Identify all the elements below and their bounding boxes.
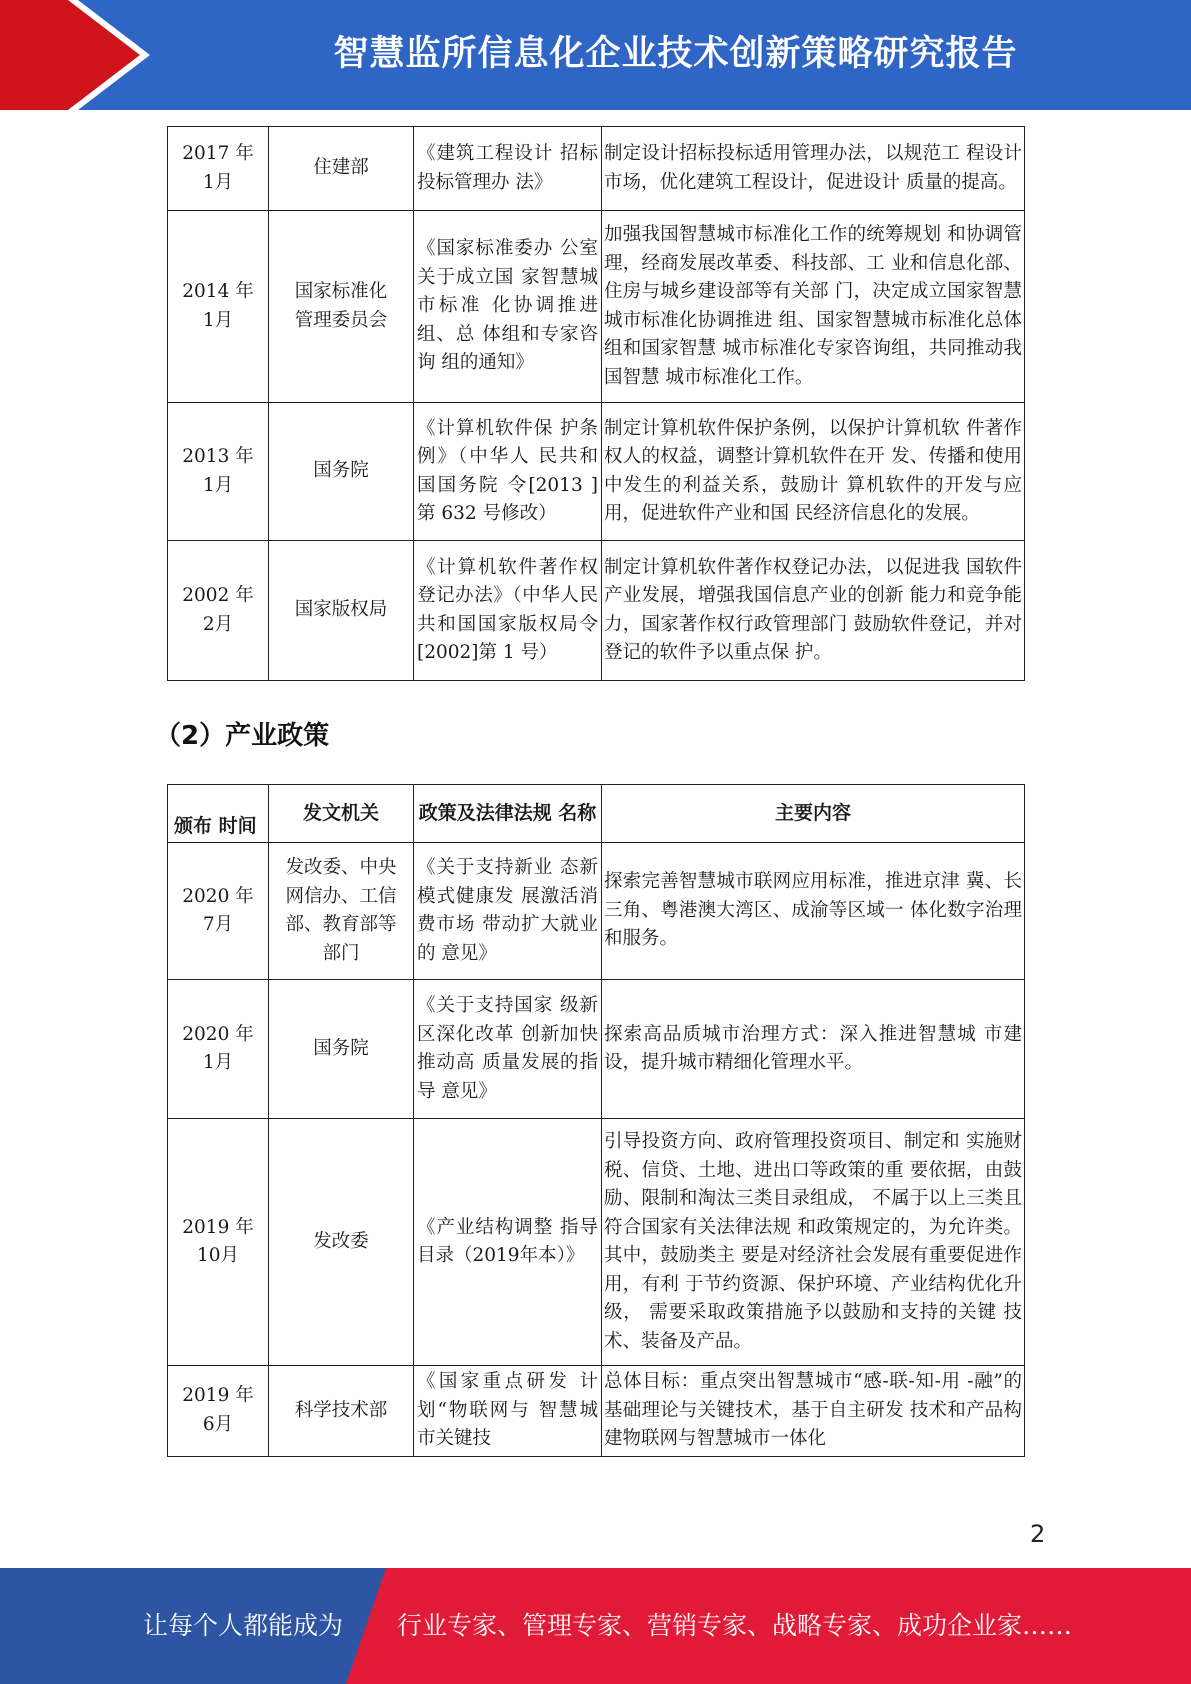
- cell-date: 2013 年 1月: [168, 403, 269, 541]
- table-row: [168, 211, 1025, 403]
- cell-org: 科学技术部: [269, 1366, 414, 1457]
- header-chevron-icon: [0, 0, 160, 110]
- table-row: [168, 1119, 1025, 1366]
- section-title-industry-policy: （2）产业政策: [155, 721, 330, 751]
- policy-table-2: [167, 784, 1025, 1457]
- table-row: [168, 1366, 1025, 1457]
- cell-policy-name: 《计算机软件著作权登记办法》（中华人民共和国国家版权局令[2002]第 1 号）: [414, 541, 602, 681]
- cell-org: 住建部: [269, 127, 414, 211]
- cell-policy-name: 《国家标准委办 公室关于成立国 家智慧城市标准 化协调推进组、总 体组和专家咨询 组的通知》: [414, 211, 602, 403]
- cell-content: 总体目标：重点突出智慧城市“感-联-知-用 -融”的基础理论与关键技术，基于自主研发 技术和产品构建物联网与智慧城市一体化: [602, 1366, 1025, 1457]
- footer-slogan-left: 让每个人都能成为: [143, 1611, 344, 1640]
- cell-content: 制定设计招标投标适用管理办法，以规范工 程设计市场，优化建筑工程设计，促进设计 质量的提高。: [602, 127, 1025, 211]
- cell-org: 国家版权局: [269, 541, 414, 681]
- cell-content: 加强我国智慧城市标准化工作的统筹规划 和协调管理，经商发展改革委、科技部、工 业和信息化部、住房与城乡建设部等有关部 门，决定成立国家智慧城市标准化协调推进 组、国家智慧城市标准化总体组和国家智慧 城市标准化专家咨询组，共同推动我国智慧 城市标准化工作。: [602, 211, 1025, 403]
- cell-org: 国务院: [269, 403, 414, 541]
- cell-org: 国务院: [269, 980, 414, 1119]
- cell-content: 探索高品质城市治理方式：深入推进智慧城 市建设，提升城市精细化管理水平。: [602, 980, 1025, 1119]
- cell-content: 引导投资方向、政府管理投资项目、制定和 实施财税、信贷、土地、进出口等政策的重 要依据，由鼓励、限制和淘汰三类目录组成， 不属于以上三类且符合国家有关法律法规 和政策规定的，为允许类。其中，鼓励类主 要是对经济社会发展有重要促进作用，有利 于节约资源、保护环境、产业结构优化升级， 需要采取政策措施予以鼓励和支持的关键 技术、装备及产品。: [602, 1119, 1025, 1366]
- cell-content: 制定计算机软件著作权登记办法，以促进我 国软件产业发展，增强我国信息产业的创新 能力和竞争能力，国家著作权行政管理部门 鼓励软件登记，并对登记的软件予以重点保 护。: [602, 541, 1025, 681]
- header-content: 主要内容: [602, 785, 1025, 843]
- page-footer: [0, 1568, 1191, 1684]
- cell-policy-name: 《计算机软件保 护条例》（中华人 民共和国国务院 令[2013 ]第 632 号修改）: [414, 403, 602, 541]
- header-name: 政策及法律法规 名称: [414, 785, 602, 843]
- cell-date: 2020 年 7月: [168, 843, 269, 980]
- report-title: 智慧监所信息化企业技术创新策略研究报告: [333, 34, 1018, 74]
- table-row: [168, 980, 1025, 1119]
- policy-table-1: [167, 126, 1025, 681]
- cell-org: 发改委、中央 网信办、工信 部、教育部等 部门: [269, 843, 414, 980]
- table-row: [168, 403, 1025, 541]
- cell-date: 2002 年 2月: [168, 541, 269, 681]
- header-time: 颁布 时间: [168, 785, 269, 843]
- cell-date: 2014 年 1月: [168, 211, 269, 403]
- cell-date: 2019 年 6月: [168, 1366, 269, 1457]
- cell-policy-name: 《建筑工程设计 招标投标管理办 法》: [414, 127, 602, 211]
- cell-content: 制定计算机软件保护条例，以保护计算机软 件著作权人的权益，调整计算机软件在开 发、传播和使用中发生的利益关系，鼓励计 算机软件的开发与应用，促进软件产业和国 民经济信息化的发展。: [602, 403, 1025, 541]
- cell-policy-name: 《关于支持新业 态新模式健康发 展激活消费市场 带动扩大就业的 意见》: [414, 843, 602, 980]
- cell-date: 2019 年 10月: [168, 1119, 269, 1366]
- cell-org: 国家标准化 管理委员会: [269, 211, 414, 403]
- table-row: [168, 541, 1025, 681]
- cell-content: 探索完善智慧城市联网应用标准，推进京津 冀、长三角、粤港澳大湾区、成渝等区域一 体化数字治理和服务。: [602, 843, 1025, 980]
- table-row: [168, 843, 1025, 980]
- footer-slogan-right: 行业专家、管理专家、营销专家、战略专家、成功企业家……: [397, 1611, 1073, 1640]
- cell-policy-name: 《关于支持国家 级新区深化改革 创新加快推动高 质量发展的指导 意见》: [414, 980, 602, 1119]
- table-row: [168, 127, 1025, 211]
- cell-policy-name: 《国家重点研发 计划“物联网与 智慧城市关键技: [414, 1366, 602, 1457]
- page-header: [0, 0, 1191, 110]
- page-number: 2: [1030, 1520, 1046, 1548]
- header-org: 发文机关: [269, 785, 414, 843]
- cell-date: 2020 年 1月: [168, 980, 269, 1119]
- cell-policy-name: 《产业结构调整 指导目录（2019年本）》: [414, 1119, 602, 1366]
- cell-date: 2017 年 1月: [168, 127, 269, 211]
- cell-org: 发改委: [269, 1119, 414, 1366]
